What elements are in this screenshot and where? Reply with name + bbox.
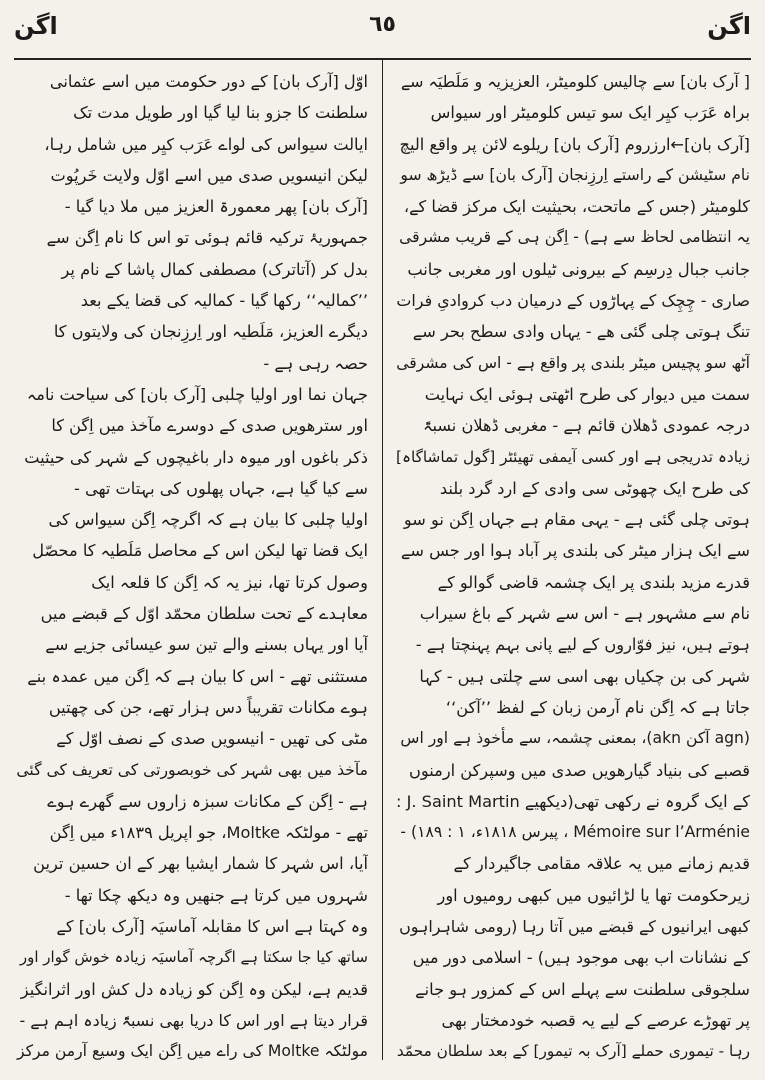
text-line: معاہدے کے تحت سلطان محمّد اوّل کے قبضے میں <box>40 604 368 624</box>
text-line: اور سترھویں صدی کے دوسرے مآخذ میں اِگن کا <box>51 416 368 436</box>
running-title-right: اگن <box>707 12 751 40</box>
running-title-left: اگن <box>14 12 58 40</box>
right-text-column <box>396 66 750 1066</box>
text-line: کلومیٹر (جس کے ماتحت، بحیثیت ایک مرکز قضا کے، <box>403 197 750 217</box>
text-line: زیادہ تدریجی ہے اور کسی آیمفی تھیئٹر [گول تماشاگاہ] <box>396 447 750 466</box>
text-line: تنگ ہوتی چلی گئی ھے - یہاں وادی سطح بحر سے <box>412 322 750 342</box>
text-line: زیرحکومت تھا یا لڑائیوں میں کبھی رومیوں اور <box>437 885 750 905</box>
text-line: [آرک بان] پھر معمورۃ العزیز میں ملا دیا گیا - <box>64 197 368 217</box>
text-line: قدیم زمانے میں یہ علاقہ مقامی جاگیردار کے <box>453 854 750 874</box>
text-line: وہ کہتا ہے اس کا مقابلہ آماسیَہ [آرک بان] کے <box>56 917 368 937</box>
text-line: جمہوریۂ ترکیہ قائم ہوئی تو اس کا نام اِگن سے <box>46 228 368 248</box>
text-line: ’’کمالیہ‘‘ رکھا گیا - کمالیہ کی قضا یکے بعد <box>80 291 368 311</box>
text-line: جانب جبال دِرسِم کے بیرونی ٹیلوں اور مغربی جانب <box>407 259 750 279</box>
text-line: قصبے کی بنیاد گیارھویں صدی میں وسپرکن ارمنوں <box>409 760 750 780</box>
text-line: ایک قضا تھا لیکن اس کے محاصل مَلَطیہ کا محصّل <box>32 541 368 561</box>
text-line: قرار دیتا ہے اور اس کا دریا بھی نسبۃً زیادہ اہم ہے - <box>19 1010 368 1030</box>
text-line: مولٹکہ Moltke کی راے میں اِگن ایک وسیع آرمن مرکز <box>16 1042 368 1061</box>
text-line: صاری - چِچِک کے پہاڑوں کے درمیان دب کروادیِ فرات <box>396 291 750 311</box>
text-line: سے ایک ہزار میٹر کی بلندی پر آباد ہوا اور جس سے <box>400 541 750 561</box>
text-line: وصول کرتا تھا، نیز یہ کہ اِگن کا قلعہ ایک <box>91 572 368 592</box>
text-line: Mémoire sur l’Arménie ، پیرس ١٨١٨ء، ١ : ١٨٩) - <box>400 823 750 842</box>
column-divider <box>382 60 383 1060</box>
text-line: کے ایک گروہ نے رکھی تھی(دیکھیے J. Saint Martin : <box>396 791 750 811</box>
text-line: سمت میں دیوار کی طرح اٹھتی ہوئی ایک نہایت <box>424 384 750 404</box>
text-line: قدرے مزید بلندی پر ایک چشمہ قاضی گوالو کے <box>437 572 750 592</box>
text-line: لیکن انیسویں صدی میں اسے اوّل ولایت خَرپُوت <box>50 165 368 185</box>
text-line: کے نشانات اب بھی موجود ہیں) - اسلامی دور میں <box>412 948 750 968</box>
text-line: بدل کر (آتاترک) مصطفی کمال پاشا کے نام پر <box>61 259 368 279</box>
text-line: نام سے مشہور ہے - اس سے شہر کے باغ سیراب <box>419 604 750 624</box>
text-line: ہوے مکانات تقریباً دس ہزار تھے، جن کی چھتیں <box>48 697 368 717</box>
text-line: شہروں میں کرتا ہے جنھیں وہ دیکھ چکا تھا - <box>64 885 368 905</box>
text-line: ہے - اِگن کے مکانات سبزہ زاروں سے گھرے ہوے <box>47 791 368 811</box>
text-line: مٹی کی تھیں - انیسویں صدی کے نصف اوّل کے <box>56 729 368 749</box>
text-line: سلطنت کا جزو بنا لیا گیا اور طویل مدت تک <box>73 103 368 123</box>
text-line: آیا اور یہاں بسنے والے تین سو عیسائی جزیے سے <box>45 635 368 655</box>
text-line: نام سٹیشن کے راستے اِرزِنجان [آرک بان] سے ڈیڑھ سو <box>400 165 750 184</box>
text-line: سلجوقی سلطنت سے پہلے اس کے کمزور ہو جانے <box>415 979 750 999</box>
text-line: آیا، اس شہر کا شمار ایشیا بھر کے ان حسین ترین <box>33 854 368 874</box>
text-line: دیگرے العزیز، مَلَطیہ اور اِرزِنجان کی ولایتوں کا <box>53 322 368 342</box>
text-line: جہان نما اور اولیا چلبی [آرک بان] کی سیاحت نامہ <box>26 384 368 404</box>
text-line: ذکر باغوں اور میوہ دار باغیچوں کے شہر کی حیثیت <box>24 447 368 467</box>
text-line: ساتھ کیا جا سکتا ہے اگرچہ آماسیَہ زیادہ خوش گوار اور <box>19 948 368 967</box>
text-line: حصہ رہی ہے - <box>263 353 368 373</box>
text-line: آٹھ سو پچیس میٹر بلندی پر واقع ہے - اس کی مشرقی <box>396 353 750 372</box>
text-line: سے کیا گیا ہے، جہاں پھلوں کی بہتات تھی - <box>73 478 368 498</box>
text-line: پر تھوڑے عرصے کے لیے یہ قصبہ خودمختار بھی <box>441 1010 750 1030</box>
text-line: براہ عَرَب کیِر ایک سو تیس کلومیٹر اور سیواس <box>430 103 750 123</box>
text-line: یہ انتظامی لحاظ سے ہے) - اِگن ہی کے قریب مشرقی <box>399 228 750 247</box>
text-line: شہر کی بن چکیاں بھی اسی سے چلتی ہیں - کہا <box>419 666 750 686</box>
page-number: ٦٥ <box>369 12 396 37</box>
text-line: ایالت سیواس کی لواے عَرَب کیِر میں شامل رہا، <box>44 134 368 154</box>
text-line: رہا - تیموری حملے [آرک بہ تیمور] کے بعد سلطان محمّد <box>396 1042 750 1061</box>
text-line: اوّل [آرک بان] کے دور حکومت میں اسے عثمانی <box>49 72 368 91</box>
text-line: قدیم ہے، لیکن وہ اِگن کو زیادہ دل کش اور اثرانگیز <box>20 979 368 999</box>
text-line: ہوتے ہیں، نیز فوّاروں کے لیے پانی بہم پہنچتا ہے - <box>415 635 750 655</box>
text-line: درجہ عمودی ڈھلان قائم ہے - مغربی ڈھلان نسبۃً <box>422 416 750 436</box>
text-line: کبھی ایرانیوں کے قبضے میں آتا رہا (رومی شاہراہوں <box>399 917 750 937</box>
text-line: (agn آکن akn)، بمعنی چشمہ، سے مأخوذ ہے اور اس <box>400 729 750 748</box>
text-line: کی طرح ایک چھوٹی سی وادی کے ارد گرد بلند <box>439 478 750 498</box>
text-line: جاتا ہے کہ اِگن نام آرمن زبان کے لفظ ’’آکن‘‘ <box>445 697 750 717</box>
text-line: اولیا چلبی کا بیان ہے کہ اگرچہ اِگن سیواس کی <box>48 510 368 530</box>
page-header <box>14 4 751 58</box>
left-text-column <box>14 66 368 1066</box>
text-line: [آرک بان]←ارزروم [آرک بان] ریلوے لائن پر واقع الیچ <box>399 134 750 154</box>
text-line: [ آرک بان] سے چالیس کلومیٹر، العزیزیہ و مَلَطیَہ سے <box>400 72 750 91</box>
text-line: مآخذ میں بھی شہر کی خوبصورتی کی تعریف کی گئی <box>16 760 368 779</box>
text-line: مستثنی تھے - اس کا بیان ہے کہ اِگن میں عمدہ بنے <box>27 666 368 686</box>
text-line: ہوتی چلی گئی ہے - یہی مقام ہے جہاں اِگن نو سو <box>403 510 750 530</box>
text-line: تھے - مولٹکہ Moltke، جو اپریل ١٨٣٩ء میں اِگن <box>49 823 368 843</box>
